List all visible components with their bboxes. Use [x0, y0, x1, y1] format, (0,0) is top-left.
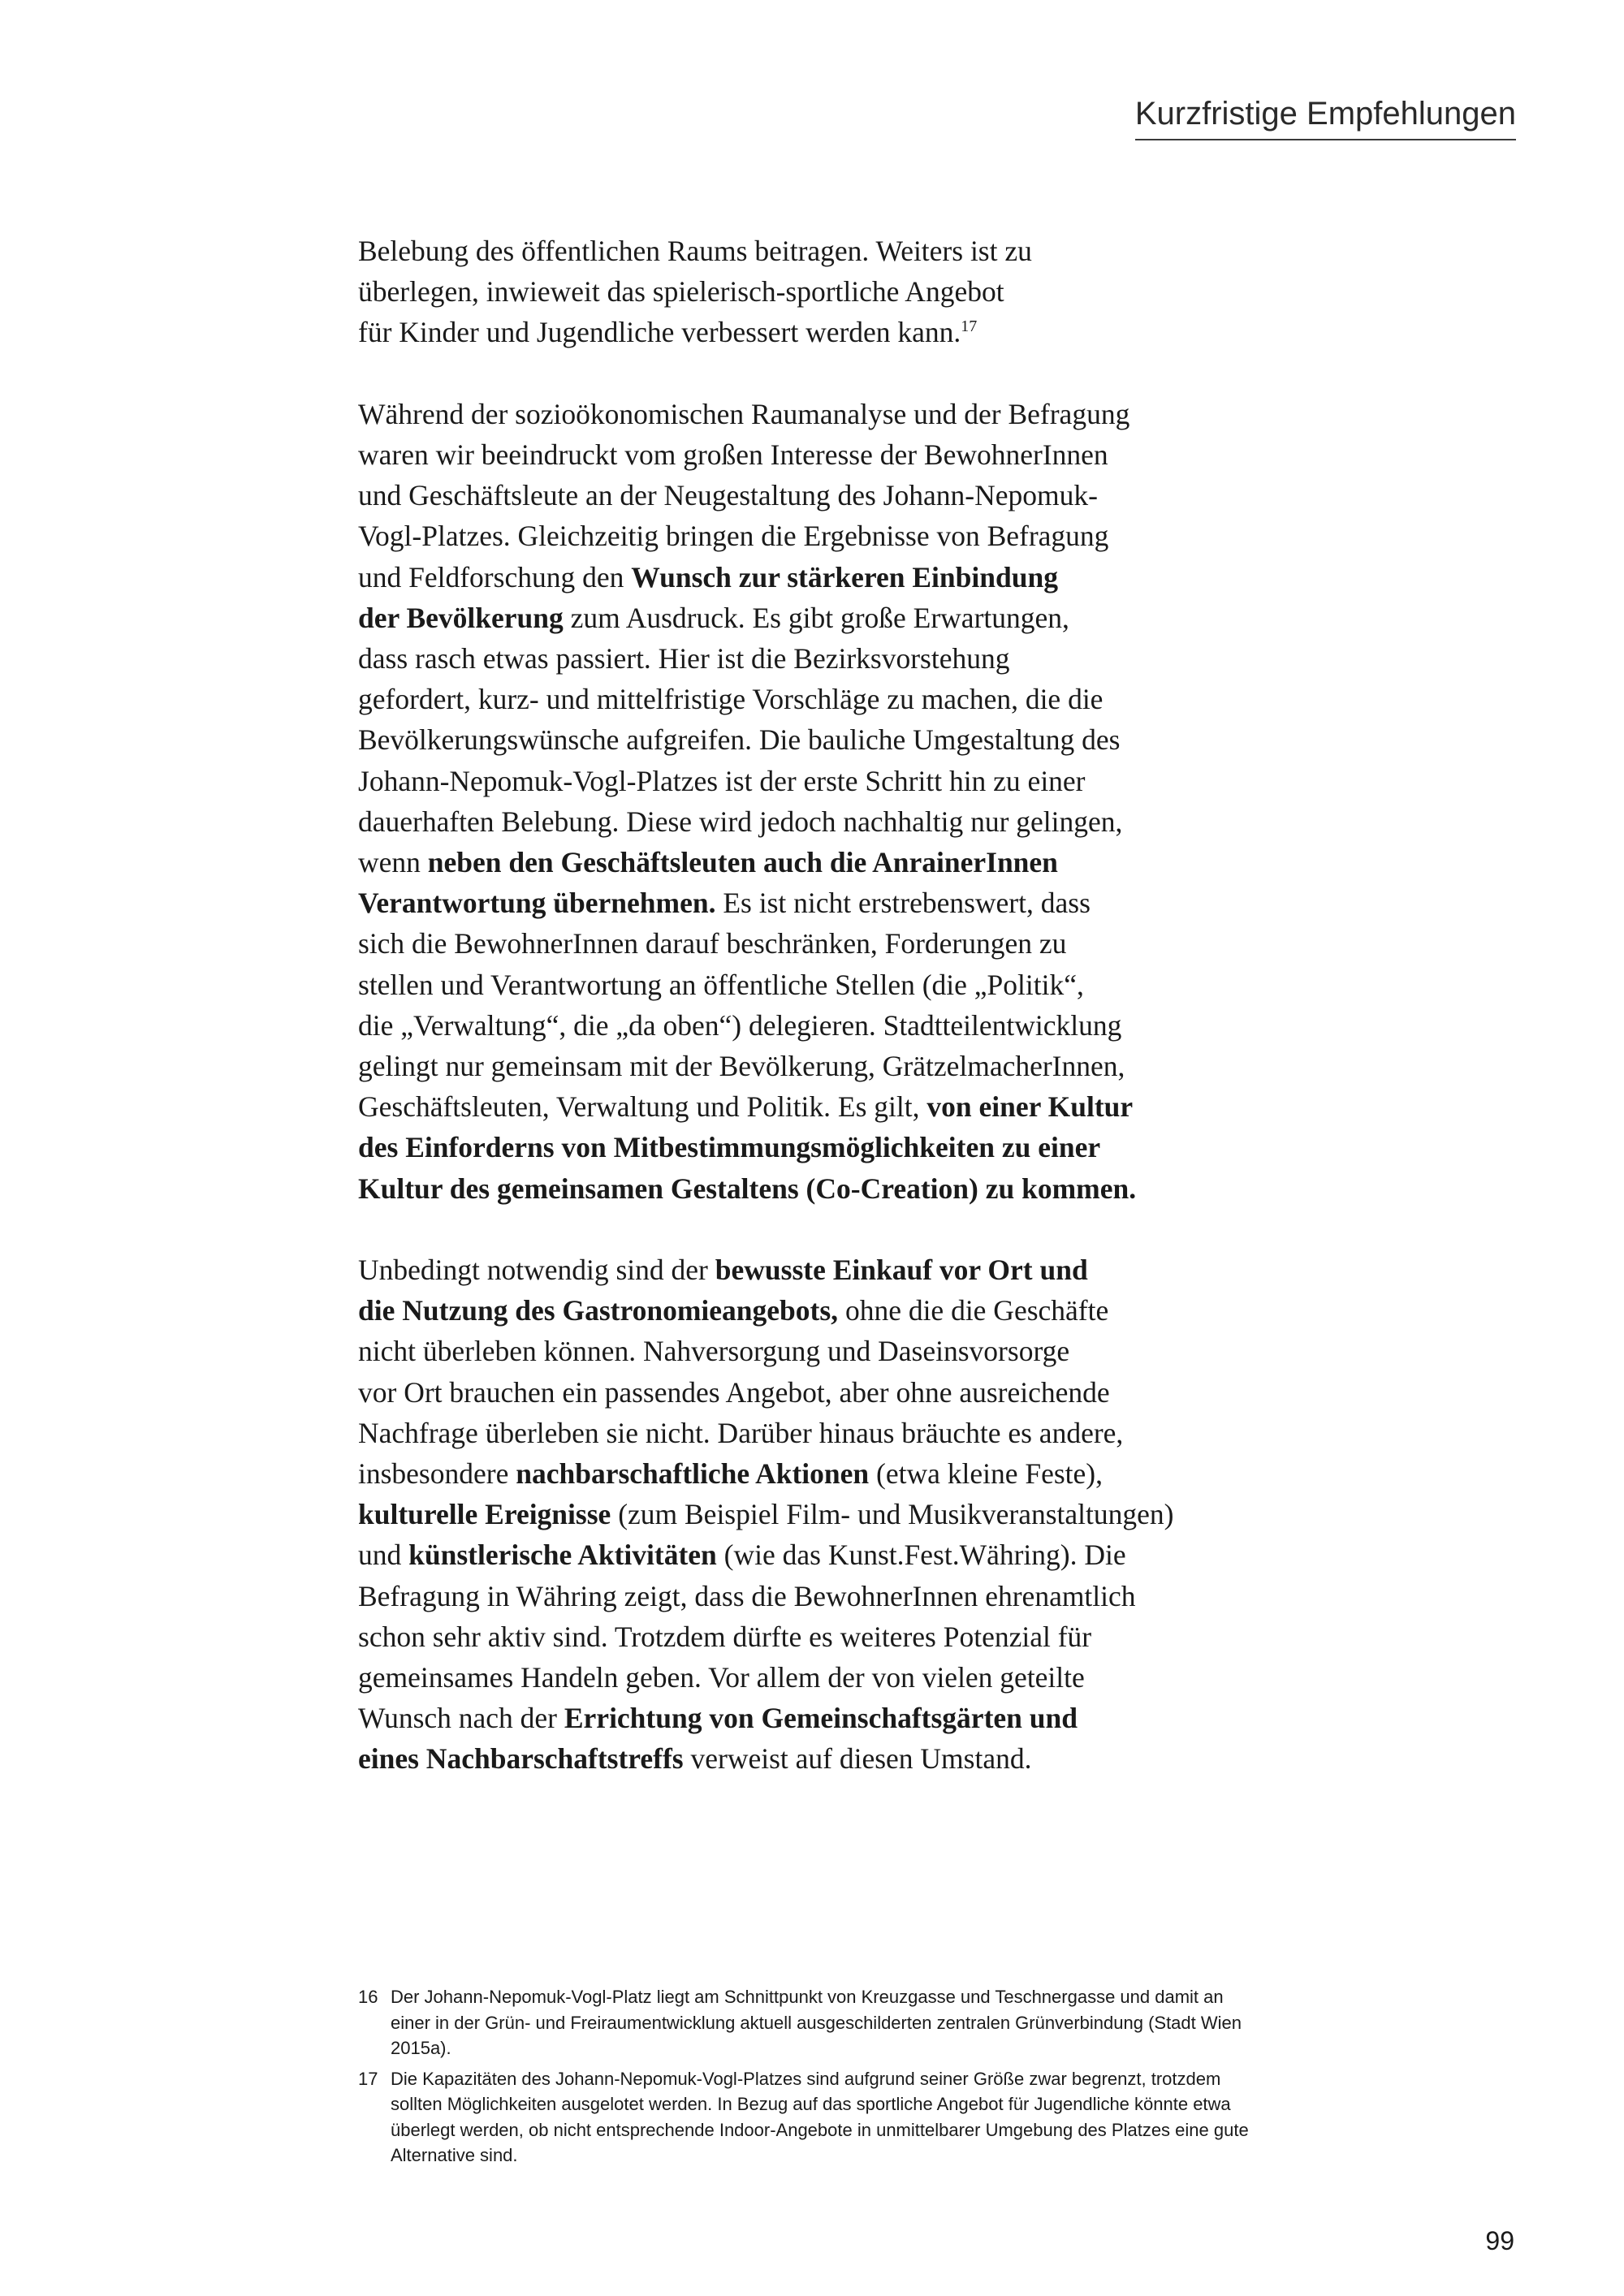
text-run: insbesondere [358, 1457, 516, 1491]
text-line [358, 1576, 1284, 1616]
text-line [358, 516, 1284, 556]
text-line [358, 475, 1284, 516]
text-line [358, 923, 1284, 964]
text-line [358, 679, 1284, 719]
footnote-17 [358, 2066, 1268, 2169]
text-line [358, 1657, 1284, 1698]
bold-text: von einer Kultur [926, 1090, 1134, 1124]
text-line [358, 1086, 1284, 1127]
text-run: zum Ausdruck. Es gibt große Erwartungen, [563, 601, 1069, 634]
text-run: Es ist nicht erstrebenswert, dass [715, 887, 1091, 920]
text-run: Nachfrage überleben sie nicht. Darüber hinaus bräuchte es andere, [358, 1416, 1124, 1449]
text-line [358, 1331, 1284, 1371]
text-run: Belebung des öffentlichen Raums beitragen. Weiters ist zu [358, 235, 1032, 267]
footnote-number: 16 [358, 1987, 378, 2007]
bold-text: des Einforderns von Mitbestimmungsmöglichkeiten zu einer [358, 1131, 1101, 1164]
text-run: und [358, 1539, 409, 1572]
text-run: vor Ort brauchen ein passendes Angebot, aber ohne ausreichende [358, 1375, 1110, 1409]
text-line [358, 271, 1284, 312]
text-line [358, 965, 1284, 1005]
text-line [358, 231, 1284, 271]
text-run: dauerhaften Belebung. Diese wird jedoch nachhaltig nur gelingen, [358, 805, 1123, 838]
text-run: Geschäftsleuten, Verwaltung und Politik. Es gilt, [358, 1090, 927, 1124]
text-line [358, 1494, 1284, 1534]
text-run: und Geschäftsleute an der Neugestaltung des Johann-Nepomuk- [358, 479, 1098, 512]
footnote-16 [358, 1984, 1268, 2061]
text-run: und Feldforschung den [358, 560, 632, 593]
text-line [358, 1046, 1284, 1086]
text-line [358, 761, 1284, 801]
text-line [358, 434, 1284, 475]
text-run: Bevölkerungswünsche aufgreifen. Die bauliche Umgestaltung des [358, 723, 1121, 757]
bold-text: bewusste Einkauf vor Ort und [715, 1254, 1088, 1287]
text-line [358, 801, 1284, 842]
page-number: 99 [1485, 2226, 1514, 2255]
footnote-reference: 17 [961, 317, 978, 336]
text-run: die „Verwaltung“, die „da oben“) delegieren. Stadtteilentwicklung [358, 1008, 1122, 1042]
text-run: stellen und Verantwortung an öffentliche Stellen (die „Politik“, [358, 968, 1084, 1001]
text-line [358, 842, 1284, 883]
text-run: (wie das Kunst.Fest.Währing). Die [716, 1539, 1126, 1572]
paragraph [358, 231, 1284, 353]
text-run: (zum Beispiel Film- und Musikveranstaltungen) [611, 1498, 1174, 1531]
text-run: schon sehr aktiv sind. Trotzdem dürfte es weiteres Potenzial für [358, 1620, 1092, 1653]
text-line [358, 1249, 1284, 1290]
text-run: nicht überleben können. Nahversorgung und Daseinsvorsorge [358, 1335, 1070, 1368]
text-line [358, 1290, 1284, 1331]
bold-text: Kultur des gemeinsamen Gestaltens (Co-Creation) zu kommen. [358, 1172, 1137, 1205]
text-line [358, 1738, 1284, 1779]
text-run: überlegen, inwieweit das spielerisch-sportliche Angebot [358, 275, 1004, 309]
text-line [358, 1534, 1284, 1575]
body-text [358, 231, 1284, 1780]
text-run: verweist auf diesen Umstand. [683, 1742, 1032, 1776]
text-line [358, 1453, 1284, 1494]
text-run: Unbedingt notwendig sind der [358, 1254, 715, 1287]
text-line [358, 1127, 1284, 1167]
text-line [358, 312, 1284, 352]
bold-text: kulturelle Ereignisse [358, 1498, 611, 1531]
bold-text: Verantwortung übernehmen. [358, 887, 716, 920]
bold-text: künstlerische Aktivitäten [408, 1539, 717, 1572]
text-run: gelingt nur gemeinsam mit der Bevölkerung, GrätzelmacherInnen, [358, 1050, 1125, 1083]
text-line [358, 883, 1284, 923]
bold-text: Wunsch zur stärkeren Einbindung [631, 560, 1058, 593]
text-line [358, 719, 1284, 760]
text-run: Während der sozioökonomischen Raumanalyse und der Befragung [358, 397, 1130, 430]
bold-text: neben den Geschäftsleuten auch die AnrainerInnen [427, 846, 1058, 879]
text-line [358, 1005, 1284, 1046]
text-line [358, 1168, 1284, 1209]
text-run: für Kinder und Jugendliche verbessert werden kann. [358, 316, 961, 349]
text-line [358, 1616, 1284, 1657]
text-run: (etwa kleine Feste), [869, 1457, 1103, 1491]
bold-text: nachbarschaftliche Aktionen [516, 1457, 870, 1491]
text-run: gefordert, kurz- und mittelfristige Vorschläge zu machen, die die [358, 683, 1104, 716]
text-run: sich die BewohnerInnen darauf beschränken, Forderungen zu [358, 927, 1067, 960]
text-line [358, 1372, 1284, 1413]
paragraph [358, 1249, 1284, 1780]
bold-text: der Bevölkerung [358, 601, 564, 634]
footnote-text: Der Johann-Nepomuk-Vogl-Platz liegt am Schnittpunkt von Kreuzgasse und Teschnergasse und damit an einer in der Grün- und Freiraumentwicklung aktuell ausgeschilderten zentralen Grünverbindung (Stadt Wien 2015a). [391, 1987, 1242, 2058]
text-line [358, 598, 1284, 638]
text-run: dass rasch etwas passiert. Hier ist die Bezirksvorstehung [358, 642, 1010, 675]
paragraph [358, 394, 1284, 1209]
text-line [358, 1698, 1284, 1738]
text-run: ohne die die Geschäfte [838, 1294, 1109, 1327]
text-run: Johann-Nepomuk-Vogl-Platzes ist der erste Schritt hin zu einer [358, 764, 1086, 797]
footnote-number: 17 [358, 2068, 378, 2089]
text-run: waren wir beeindruckt vom großen Interesse der BewohnerInnen [358, 438, 1108, 471]
text-run: Befragung in Währing zeigt, dass die BewohnerInnen ehrenamtlich [358, 1579, 1136, 1612]
text-run: wenn [358, 846, 428, 879]
text-line [358, 638, 1284, 679]
footnote-text: Die Kapazitäten des Johann-Nepomuk-Vogl-Platzes sind aufgrund seiner Größe zwar begrenzt, trotzdem sollten Möglichkeiten ausgelotet werden. In Bezug auf das sportliche Angebot für Jugendliche könnte etwa überlegt werden, ob nicht entsprechende Indoor-Angebote in unmittelbarer Umgebung des Platzes eine gute Alternative sind. [391, 2068, 1249, 2165]
text-run: gemeinsames Handeln geben. Vor allem der von vielen geteilte [358, 1661, 1085, 1694]
running-header-title: Kurzfristige Empfehlungen [1135, 96, 1516, 140]
bold-text: die Nutzung des Gastronomieangebots, [358, 1294, 839, 1327]
bold-text: eines Nachbarschaftstreffs [358, 1742, 684, 1776]
text-line [358, 1413, 1284, 1453]
text-line [358, 394, 1284, 434]
footnotes [358, 1984, 1268, 2173]
text-run: Vogl-Platzes. Gleichzeitig bringen die Ergebnisse von Befragung [358, 520, 1109, 553]
text-line [358, 557, 1284, 598]
text-run: Wunsch nach der [358, 1702, 564, 1735]
bold-text: Errichtung von Gemeinschaftsgärten und [564, 1702, 1078, 1735]
